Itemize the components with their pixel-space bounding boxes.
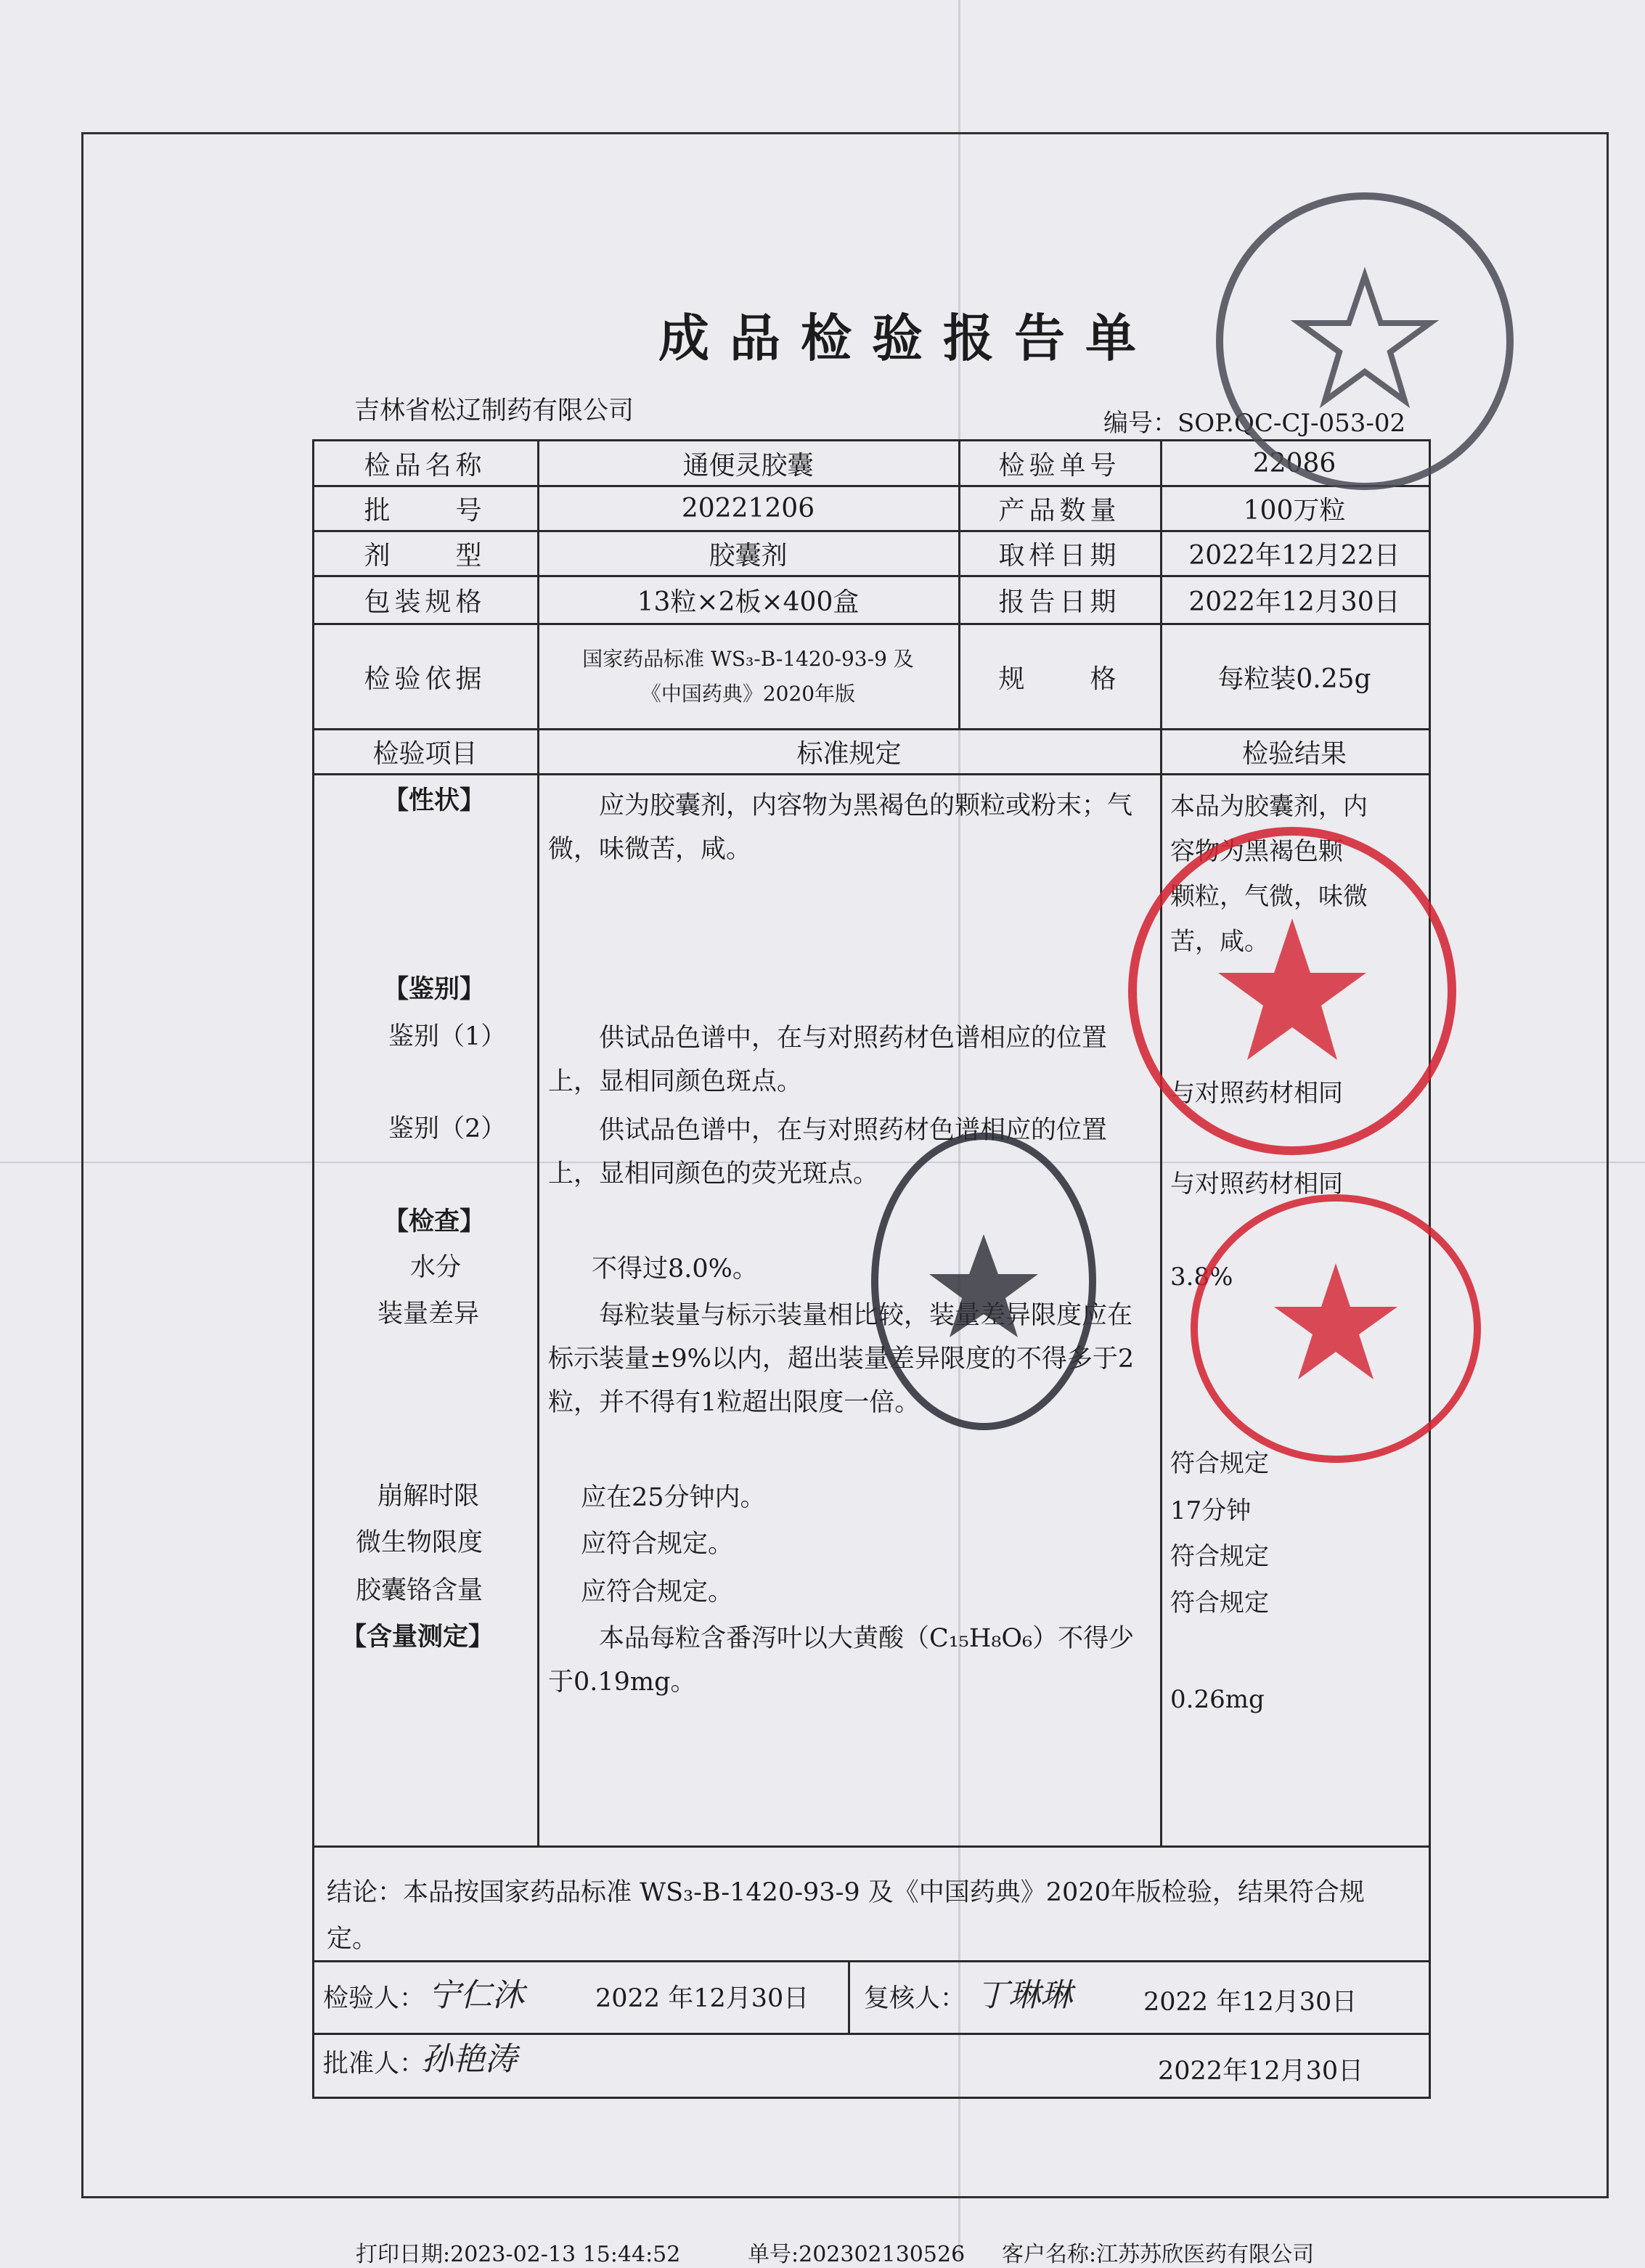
spec-label: 规 格 [998, 664, 1121, 694]
section-check: 【检查】 [383, 1207, 486, 1236]
inspection-seal-stamp [857, 1118, 1111, 1445]
moisture-standard: 不得过8.0%。 [592, 1255, 758, 1284]
result-header: 检验结果 [1241, 739, 1347, 769]
approver-signature: 孙艳涛 [421, 2041, 517, 2078]
inspector-date: 2022 年12月30日 [595, 1984, 809, 2013]
reviewer-label: 复核人： [864, 1984, 966, 2013]
product-name: 通便灵胶囊 [682, 450, 814, 481]
ident2-result: 与对照药材相同 [1170, 1170, 1343, 1199]
inspection-no: 22086 [1252, 448, 1336, 478]
micro-result: 符合规定 [1170, 1542, 1269, 1571]
report-date: 2022年12月30日 [1188, 587, 1400, 617]
disint-standard: 应在25分钟内。 [581, 1483, 766, 1512]
reviewer-date: 2022 年12月30日 [1143, 1988, 1358, 2017]
package-spec: 13粒×2板×400盒 [637, 587, 860, 617]
basis-line-1: 国家药品标准 WS₃-B-1420-93-9 及 [582, 647, 914, 671]
dosage-form: 胶囊剂 [709, 541, 788, 571]
micro-label: 微生物限度 [356, 1528, 483, 1557]
print-date: 打印日期:2023-02-13 15:44:52 [356, 2242, 681, 2267]
ident1-result: 与对照药材相同 [1170, 1079, 1343, 1108]
report-date-label: 报告日期 [998, 587, 1121, 617]
weight-result: 符合规定 [1170, 1449, 1269, 1478]
disint-label: 崩解时限 [377, 1482, 480, 1511]
customer-name: 客户名称:江苏苏欣医药有限公司 [1002, 2242, 1315, 2267]
spec: 每粒装0.25g [1217, 664, 1371, 694]
chromium-standard: 应符合规定。 [581, 1578, 734, 1607]
company-name: 吉林省松辽制药有限公司 [354, 396, 634, 425]
standard-header: 标准规定 [796, 739, 902, 769]
assay-result: 0.26mg [1170, 1685, 1265, 1714]
inspection-no-label: 检验单号 [998, 450, 1121, 481]
product-name-label: 检品名称 [364, 450, 486, 481]
section-appearance: 【性状】 [383, 786, 486, 815]
assay-standard: 本品每粒含番泻叶以大黄酸（C₁₅H₈O₆）不得少于0.19mg。 [548, 1624, 1135, 1697]
disint-result: 17分钟 [1170, 1496, 1252, 1525]
appearance-result-4: 苦，咸。 [1170, 927, 1269, 956]
batch-number: 20221206 [681, 494, 815, 523]
moisture-label: 水分 [410, 1253, 462, 1282]
appearance-result-2: 容物为黑褐色颗 [1170, 837, 1343, 866]
items-header: 检验项目 [372, 739, 478, 769]
weight-standard: 每粒装量与标示装量相比较，装量差异限度应在标示装量±9%以内，超出装量差异限度的不得多于2粒，并不得有1粒超出限度一倍。 [548, 1301, 1135, 1417]
ident2-label: 鉴别（2） [388, 1114, 507, 1143]
chromium-result: 符合规定 [1170, 1588, 1269, 1618]
batch-label: 批 号 [364, 496, 486, 526]
document-number: 编号：SOP.QC-CJ-053-02 [1103, 409, 1406, 438]
basis [539, 625, 957, 728]
sampling-date-label: 取样日期 [998, 541, 1121, 571]
inspector-label: 检验人： [323, 1984, 425, 2013]
chromium-label: 胶囊铬含量 [356, 1576, 483, 1605]
quantity: 100万粒 [1243, 496, 1346, 526]
ident2-standard: 供试品色谱中，在与对照药材色谱相应的位置上，显相同颜色的荧光斑点。 [548, 1116, 1108, 1188]
package-label: 包装规格 [364, 587, 486, 617]
dosage-label: 剂 型 [364, 541, 486, 571]
ident1-standard: 供试品色谱中，在与对照药材色谱相应的位置上，显相同颜色斑点。 [548, 1024, 1108, 1096]
qc-department-stamp [1183, 1176, 1488, 1481]
page-title: 成品检验报告单 [658, 309, 1156, 368]
quantity-label: 产品数量 [998, 496, 1121, 526]
appearance-result-3: 颗粒，气微，味微 [1170, 882, 1368, 911]
section-identification: 【鉴别】 [383, 974, 486, 1004]
inspector-signature: 宁仁沐 [428, 1977, 524, 2014]
appearance-standard: 应为胶囊剂，内容物为黑褐色的颗粒或粉末；气微，味微苦，咸。 [548, 791, 1133, 864]
moisture-result: 3.8% [1170, 1263, 1233, 1292]
approver-label: 批准人： [323, 2049, 425, 2079]
section-assay: 【含量测定】 [341, 1622, 494, 1652]
company-seal-stamp [1212, 189, 1517, 494]
weight-label: 装量差异 [377, 1300, 480, 1329]
qa-department-stamp [1111, 809, 1474, 1172]
approver-date: 2022年12月30日 [1158, 2057, 1364, 2086]
reviewer-signature: 丁琳琳 [976, 1977, 1072, 2014]
micro-standard: 应符合规定。 [581, 1530, 734, 1559]
conclusion: 结论：本品按国家药品标准 WS₃-B-1420-93-9 及《中国药典》2020年版检验，结果符合规定。 [327, 1878, 1365, 1954]
basis-line-2: 《中国药典》2020年版 [640, 682, 856, 706]
appearance-result-1: 本品为胶囊剂，内 [1170, 792, 1368, 821]
basis-label: 检验依据 [364, 664, 486, 694]
order-number: 单号:202302130526 [748, 2242, 966, 2267]
ident1-label: 鉴别（1） [388, 1022, 507, 1051]
sampling-date: 2022年12月22日 [1188, 541, 1400, 571]
